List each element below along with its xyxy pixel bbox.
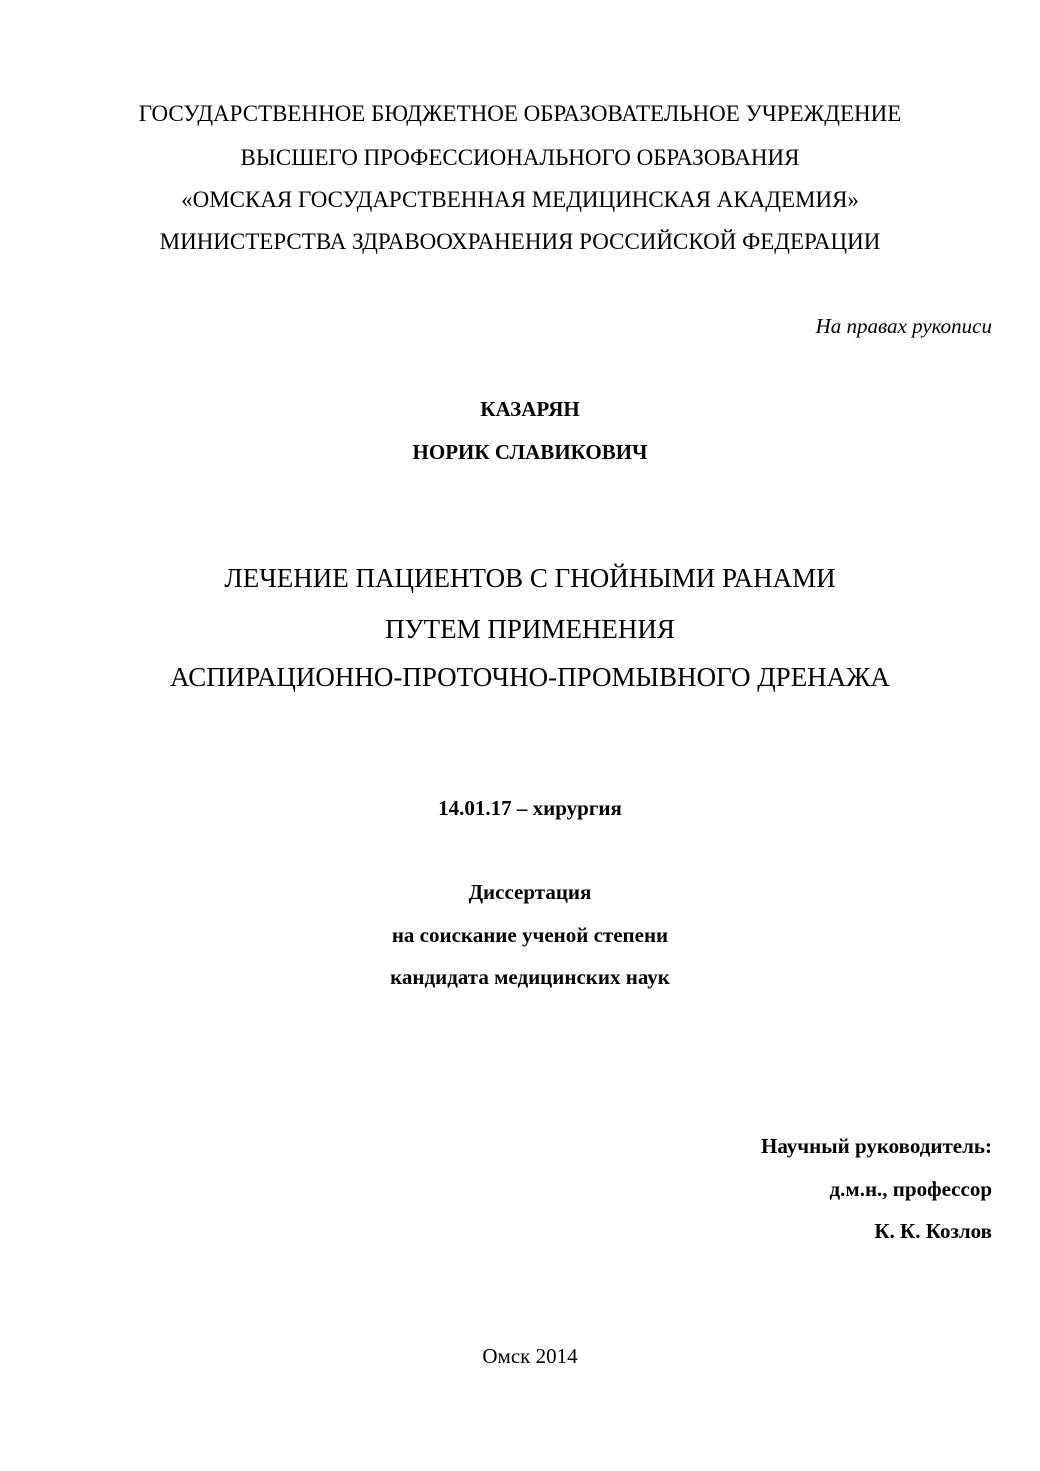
- thesis-title-line-2: ПУТЕМ ПРИМЕНЕНИЯ: [385, 614, 675, 644]
- degree-line-2: на соискание ученой степени: [391, 923, 669, 947]
- institution-line-2: ВЫСШЕГО ПРОФЕССИОНАЛЬНОГО ОБРАЗОВАНИЯ: [240, 145, 800, 170]
- specialty-code: 14.01.17 – хирургия: [438, 796, 622, 820]
- author-surname: КАЗАРЯН: [480, 397, 580, 421]
- institution-line-3: «ОМСКАЯ ГОСУДАРСТВЕННАЯ МЕДИЦИНСКАЯ АКАДЕМИЯ»: [181, 187, 859, 212]
- institution-line-4: МИНИСТЕРСТВА ЗДРАВООХРАНЕНИЯ РОССИЙСКОЙ ФЕДЕРАЦИИ: [159, 229, 881, 254]
- institution-line-1: ГОСУДАРСТВЕННОЕ БЮДЖЕТНОЕ ОБРАЗОВАТЕЛЬНОЕ УЧРЕЖДЕНИЕ: [138, 101, 902, 126]
- manuscript-note: На правах рукописи: [815, 314, 992, 338]
- supervisor-label: Научный руководитель:: [761, 1134, 992, 1158]
- supervisor-name: К. К. Козлов: [874, 1219, 992, 1243]
- supervisor-credentials: д.м.н., профессор: [829, 1177, 992, 1201]
- city-year: Омск 2014: [482, 1344, 578, 1368]
- thesis-title-line-3: АСПИРАЦИОННО-ПРОТОЧНО-ПРОМЫВНОГО ДРЕНАЖА: [170, 662, 890, 692]
- degree-line-1: Диссертация: [468, 880, 592, 904]
- degree-line-3: кандидата медицинских наук: [390, 965, 670, 989]
- author-given-names: НОРИК СЛАВИКОВИЧ: [412, 440, 648, 464]
- thesis-title-line-1: ЛЕЧЕНИЕ ПАЦИЕНТОВ С ГНОЙНЫМИ РАНАМИ: [224, 563, 836, 593]
